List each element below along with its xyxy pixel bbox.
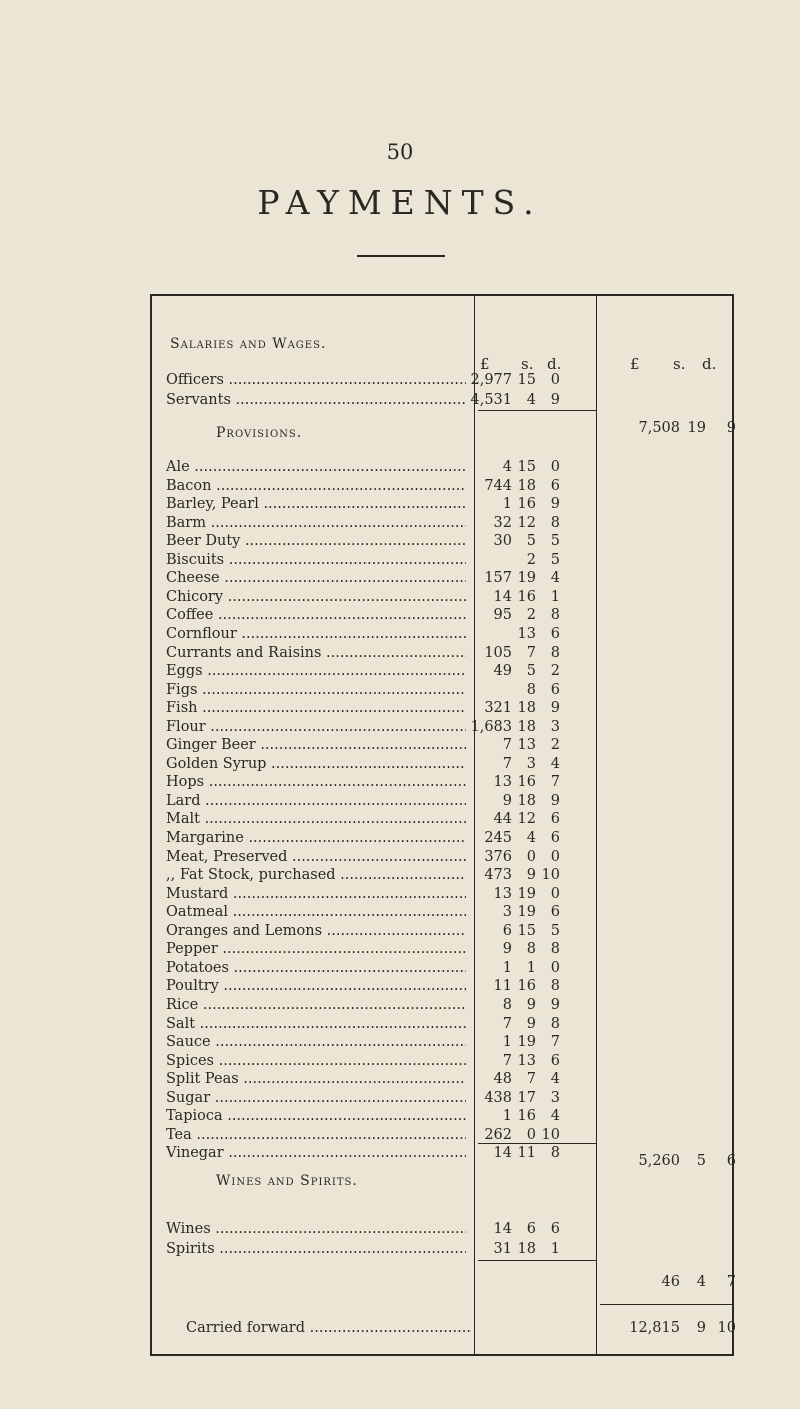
item-label: Bacon ..... [166,476,466,496]
ledger-row [0,772,800,792]
amount-pence: 4 [550,570,560,587]
amount-pence: 5 [550,533,560,550]
item-label: Pepper ..... [166,939,466,959]
item-label: Barm ..... [166,513,466,533]
item-label: Chicory ..... [166,587,466,607]
amount-pounds: 438 [484,1089,512,1106]
item-label: Spirits ..... [166,1239,466,1259]
item-label: Cornflour ..... [166,624,466,644]
total-pounds: 46 [661,1274,680,1290]
ledger-row [0,791,800,811]
ledger-row [0,1219,800,1239]
amount-pence: 6 [550,625,560,642]
amount-pounds: 31 [493,1241,512,1257]
ledger-row [0,476,800,496]
amount-pence: 0 [550,848,560,865]
amount-pence: 8 [550,978,560,995]
ledger-row [0,494,800,514]
amount-pounds: 376 [484,848,512,865]
title-rule [357,255,445,257]
amount-pounds: 262 [484,1126,512,1143]
total-pence: 9 [726,420,736,436]
item-label: Margarine ..... [166,828,466,848]
item-label: Hops ..... [166,772,466,792]
amount-pounds: 48 [493,1071,512,1088]
item-label: Barley, Pearl ..... [166,494,466,514]
pound-header: £ [630,355,640,373]
amount-pounds: 1 [502,1108,512,1125]
amount-pounds: 245 [484,830,512,846]
amount-pounds: 44 [493,811,512,828]
amount-pounds: 3 [502,904,512,921]
amount-pence: 8 [550,1015,560,1032]
amount-pounds: 13 [493,885,512,902]
amount-pounds: 7 [502,1015,512,1032]
ledger-row [0,847,800,867]
amount-shillings: 12 [517,811,536,828]
provisions-total [0,1151,800,1171]
ledger-row [0,828,800,848]
page-number: 50 [386,140,414,164]
amount-pence: 9 [550,496,560,513]
amount-shillings: 16 [517,588,536,605]
amount-pence: 1 [550,588,560,605]
ledger-row [0,1239,800,1259]
amount-shillings: 18 [517,718,536,735]
ledger-row [0,865,800,885]
amount-pence: 0 [550,372,560,388]
amount-pounds: 32 [493,514,512,531]
ledger-row [0,1032,800,1052]
amount-shillings: 8 [526,941,536,958]
item-label: Rice ..... [166,995,466,1015]
amount-pounds: 30 [493,533,512,550]
amount-shillings: 12 [517,514,536,531]
ledger-row [0,1051,800,1071]
amount-shillings: 16 [517,978,536,995]
shillings-header: s. [673,355,686,373]
amount-shillings: 9 [526,867,536,884]
amount-pence: 1 [550,1241,560,1257]
amount-pounds: 744 [484,477,512,494]
total-shillings: 19 [687,420,706,436]
item-label: Malt ..... [166,809,466,829]
provisions-subtotal-rule [478,1143,596,1144]
ledger-row [0,717,800,737]
amount-shillings: 1 [526,959,536,976]
amount-pounds: 14 [493,1221,512,1237]
amount-pounds: 157 [484,570,512,587]
amount-shillings: 18 [517,477,536,494]
amount-pence: 6 [550,681,560,698]
amount-shillings: 7 [526,1071,536,1088]
amount-pence: 9 [550,700,560,717]
amount-pence: 9 [550,996,560,1013]
amount-pence: 9 [550,392,560,408]
salaries-subtotal-rule [478,410,596,411]
amount-shillings: 15 [517,372,536,388]
amount-pence: 6 [550,811,560,828]
ledger-row [0,884,800,904]
amount-pence: 3 [550,718,560,735]
amount-pence: 10 [541,867,560,884]
amount-pounds: 4,531 [470,392,512,408]
amount-shillings: 4 [526,392,536,408]
amount-pence: 0 [550,885,560,902]
amount-shillings: 16 [517,1108,536,1125]
amount-shillings: 13 [517,737,536,754]
amount-pounds: 7 [502,1052,512,1069]
pence-header: d. [702,355,717,373]
salaries-heading: Salaries and Wages. [170,336,327,352]
total-pounds: 7,508 [638,420,680,436]
amount-shillings: 0 [526,848,536,865]
page-title: PAYMENTS. [257,183,543,222]
ledger-row [0,735,800,755]
amount-shillings: 16 [517,496,536,513]
item-label: Tea ..... [166,1125,466,1145]
amount-pounds: 1 [502,496,512,513]
amount-pence: 5 [550,551,560,568]
amount-pounds: 13 [493,774,512,791]
shillings-header: s. [521,355,534,373]
amount-pence: 7 [550,1034,560,1051]
ledger-row [0,1106,800,1126]
amount-shillings: 9 [526,996,536,1013]
amount-shillings: 18 [517,792,536,809]
amount-pounds: 9 [502,792,512,809]
amount-pounds: 49 [493,663,512,680]
provisions-heading: Provisions. [216,425,303,441]
amount-shillings: 15 [517,459,536,475]
item-label: ,, Fat Stock, purchased ..... [166,865,466,885]
amount-pence: 6 [550,1052,560,1069]
item-label: Mustard ..... [166,884,466,904]
amount-shillings: 5 [526,533,536,550]
item-label: Figs ..... [166,680,466,700]
amount-pounds: 14 [493,588,512,605]
ledger-row [0,976,800,996]
ledger-row [0,370,800,390]
item-label: Tapioca ..... [166,1106,466,1126]
item-label: Oatmeal ..... [166,902,466,922]
amount-shillings: 18 [517,1241,536,1257]
amount-shillings: 18 [517,700,536,717]
amount-pence: 8 [550,644,560,661]
amount-shillings: 6 [526,1221,536,1237]
amount-pounds: 6 [502,922,512,939]
total-pence: 7 [726,1274,736,1290]
amount-shillings: 2 [526,551,536,568]
item-label: Fish ..... [166,698,466,718]
wines-heading: Wines and Spirits. [216,1173,358,1189]
amount-pence: 2 [550,663,560,680]
amount-shillings: 2 [526,607,536,624]
ledger-row [0,568,800,588]
ledger-row [0,661,800,681]
amount-pounds: 1 [502,1034,512,1051]
amount-pence: 6 [550,1221,560,1237]
item-label: Servants ..... [166,390,466,410]
amount-pounds: 8 [502,996,512,1013]
ledger-row [0,995,800,1015]
pound-header: £ [480,355,490,373]
item-label: Salt ..... [166,1014,466,1034]
carried-pence: 10 [717,1320,736,1336]
item-label: Coffee ..... [166,605,466,625]
amount-shillings: 8 [526,681,536,698]
item-label: Wines ..... [166,1219,466,1239]
amount-pounds: 11 [493,978,512,995]
amount-pence: 2 [550,737,560,754]
ledger-row [0,513,800,533]
carried-pounds: 12,815 [629,1320,680,1336]
amount-pence: 4 [550,1071,560,1088]
amount-shillings: 7 [526,644,536,661]
amount-shillings: 3 [526,755,536,772]
amount-pence: 0 [550,959,560,976]
amount-shillings: 19 [517,570,536,587]
item-label: Beer Duty ..... [166,531,466,551]
grand-total-rule [600,1304,734,1305]
item-label: Vinegar ..... [166,1143,466,1163]
amount-pounds: 14 [493,1145,512,1162]
amount-pounds: 2,977 [470,372,512,388]
item-label: Ginger Beer ..... [166,735,466,755]
item-label: Potatoes ..... [166,958,466,978]
ledger-row [0,1069,800,1089]
amount-pence: 6 [550,830,560,846]
item-label: Eggs ..... [166,661,466,681]
amount-shillings: 19 [517,1034,536,1051]
ledger-row [0,809,800,829]
ledger-row [0,587,800,607]
ledger-row [0,680,800,700]
item-label: Currants and Raisins ..... [166,643,466,663]
amount-pounds: 7 [502,737,512,754]
amount-pence: 6 [550,904,560,921]
item-label: Split Peas ..... [166,1069,466,1089]
amount-pounds: 473 [484,867,512,884]
amount-pence: 8 [550,1145,560,1162]
ledger-row [0,698,800,718]
amount-shillings: 4 [526,830,536,846]
ledger-row [0,1125,800,1145]
amount-pounds: 9 [502,941,512,958]
amount-pence: 5 [550,922,560,939]
item-label: Sugar ..... [166,1088,466,1108]
carried-forward-label: Carried forward ..... [186,1318,471,1338]
amount-pounds: 95 [493,607,512,624]
ledger-row [0,605,800,625]
ledger-row [0,624,800,644]
ledger-row [0,939,800,959]
item-label: Spices ..... [166,1051,466,1071]
item-label: Oranges and Lemons ..... [166,921,466,941]
ledger-row [0,958,800,978]
pence-header: d. [547,355,562,373]
ledger-row [0,457,800,477]
item-label: Lard ..... [166,791,466,811]
ledger-row [0,1088,800,1108]
ledger-row [0,902,800,922]
ledger-row [0,390,800,410]
amount-pence: 9 [550,792,560,809]
ledger-row [0,643,800,663]
item-label: Ale ..... [166,457,466,477]
amount-pounds: 7 [502,755,512,772]
item-label: Poultry ..... [166,976,466,996]
item-label: Flour ..... [166,717,466,737]
amount-pounds: 1,683 [470,718,512,735]
amount-pence: 8 [550,941,560,958]
ledger-row [0,1014,800,1034]
amount-shillings: 0 [526,1126,536,1143]
amount-shillings: 15 [517,922,536,939]
item-label: Meat, Preserved ..... [166,847,466,867]
amount-pence: 4 [550,1108,560,1125]
salaries-total [0,418,800,438]
wines-subtotal-rule [478,1260,596,1261]
item-label: Officers ..... [166,370,466,390]
amount-shillings: 16 [517,774,536,791]
item-label: Cheese ..... [166,568,466,588]
total-pence: 6 [726,1153,736,1169]
amount-shillings: 11 [517,1145,536,1162]
total-shillings: 4 [696,1274,706,1290]
ledger-row [0,550,800,570]
ledger-row [0,921,800,941]
amount-pounds: 321 [484,700,512,717]
amount-pence: 4 [550,755,560,772]
amount-pence: 8 [550,607,560,624]
amount-pence: 10 [541,1126,560,1143]
amount-shillings: 19 [517,885,536,902]
wines-total [0,1272,800,1292]
item-label: Biscuits ..... [166,550,466,570]
amount-shillings: 5 [526,663,536,680]
amount-shillings: 9 [526,1015,536,1032]
amount-pence: 8 [550,514,560,531]
amount-pounds: 105 [484,644,512,661]
total-shillings: 5 [696,1153,706,1169]
amount-shillings: 13 [517,625,536,642]
item-label: Sauce ..... [166,1032,466,1052]
total-pounds: 5,260 [638,1153,680,1169]
item-label: Golden Syrup ..... [166,754,466,774]
amount-pounds: 1 [502,959,512,976]
carried-forward-total [0,1318,800,1338]
amount-shillings: 17 [517,1089,536,1106]
ledger-row [0,531,800,551]
amount-shillings: 19 [517,904,536,921]
carried-shillings: 9 [696,1320,706,1336]
amount-pence: 6 [550,477,560,494]
amount-pence: 3 [550,1089,560,1106]
amount-pence: 0 [550,459,560,475]
amount-pounds: 4 [502,459,512,475]
amount-shillings: 13 [517,1052,536,1069]
ledger-row [0,754,800,774]
amount-pence: 7 [550,774,560,791]
